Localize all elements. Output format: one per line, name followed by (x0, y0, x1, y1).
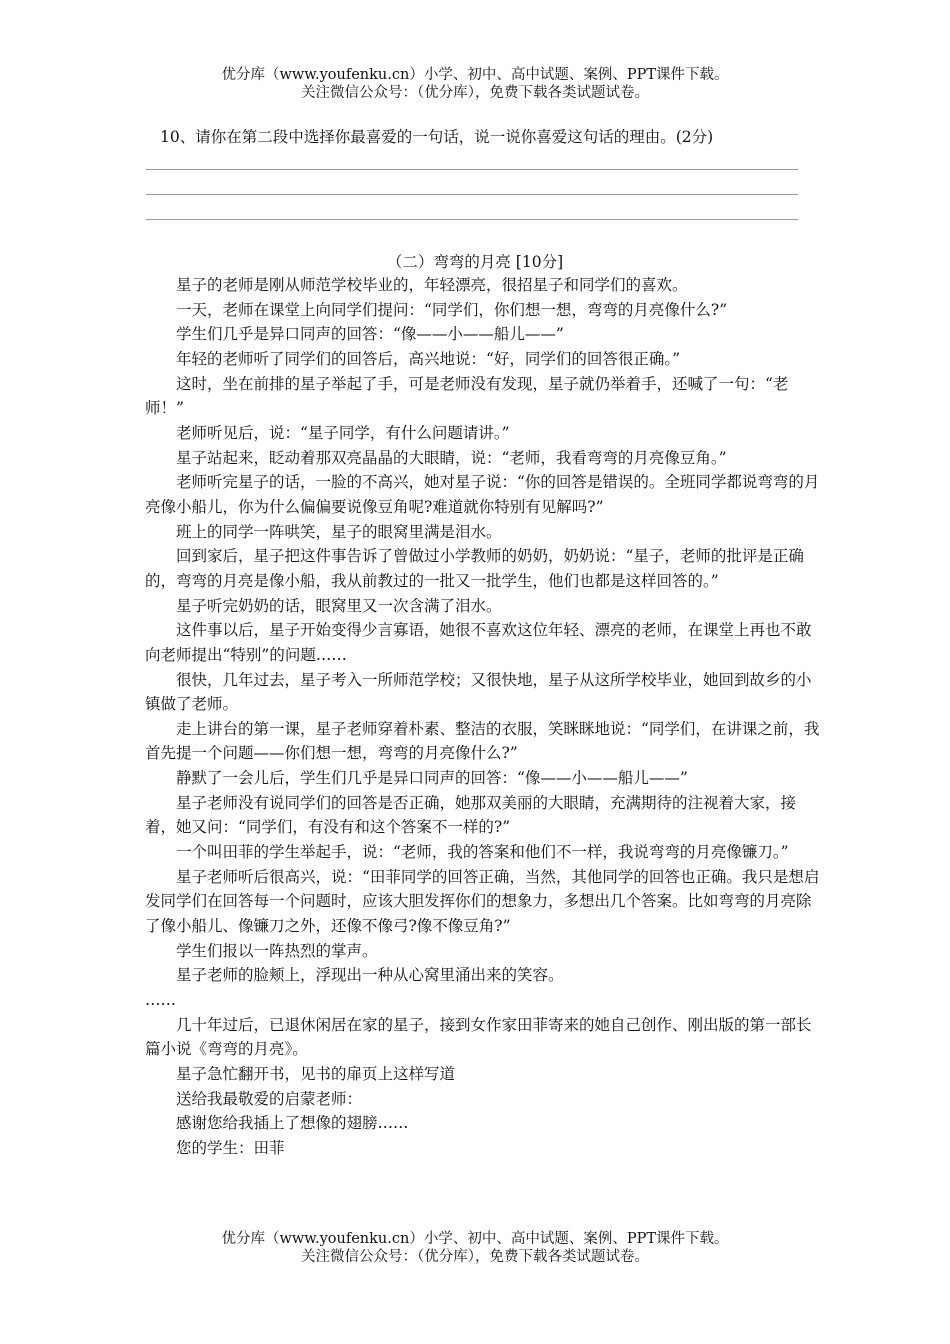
story-paragraph: 静默了一会儿后，学生们几乎是异口同声的回答：“像——小——船儿——” (176, 769, 688, 788)
page-header (0, 66, 950, 102)
story-paragraph: 年轻的老师听了同学们的回答后，高兴地说：“好，同学们的回答很正确。” (176, 349, 681, 368)
question-10: 10、请你在第二段中选择你最喜爱的一句话，说一说你喜爱这句话的理由。(2分) (160, 128, 714, 146)
story-paragraph: 这时，坐在前排的星子举起了手，可是老师没有发现，星子就仍举着手，还喊了一句：“老师！” (145, 374, 789, 418)
story-paragraph: 走上讲台的第一课，星子老师穿着朴素、整洁的衣服，笑眯眯地说：“同学们，在讲课之前，我首先提一个问题——你们想一想，弯弯的月亮像什么?” (145, 719, 820, 763)
story-paragraph: 学生们几乎是异口同声的回答：“像——小——船儿——” (176, 325, 564, 344)
story-paragraph: 星子急忙翻开书，见书的扉页上这样写道 (176, 1065, 456, 1083)
story-paragraph: 星子站起来，眨动着那双亮晶晶的大眼睛，说：“老师，我看弯弯的月亮像豆角。” (176, 448, 727, 467)
story-paragraph: 这件事以后，星子开始变得少言寡语，她很不喜欢这位年轻、漂亮的老师，在课堂上再也不敢向老师提出“特别”的问题…… (145, 621, 812, 664)
story-paragraph: 感谢您给我插上了想像的翅膀…… (176, 1114, 409, 1133)
answer-line[interactable] (146, 194, 798, 195)
story-paragraph: 几十年过后，已退休闲居在家的星子，接到女作家田菲寄来的她自己创作、刚出版的第一部长篇小说《弯弯的月亮》。 (145, 1015, 812, 1059)
header-line-2: 关注微信公众号：（优分库），免费下载各类试题试卷。 (301, 85, 649, 101)
story-paragraph: 老师听见后，说：“星子同学，有什么问题请讲。” (176, 423, 510, 442)
answer-line[interactable] (146, 219, 798, 220)
story-paragraph: 学生们报以一阵热烈的掌声。 (176, 941, 378, 960)
story-paragraph: 您的学生：田菲 (176, 1138, 285, 1157)
footer-line-2: 关注微信公众号：（优分库），免费下载各类试题试卷。 (301, 1249, 649, 1265)
story-text (145, 273, 821, 1161)
header-line-1: 优分库（www.youfenku.cn）小学、初中、高中试题、案例、PPT课件下载。 (221, 67, 729, 83)
story-paragraph: 星子老师听后很高兴，说：“田菲同学的回答正确，当然，其他同学的回答也正确。我只是想启发同学们在回答每一个问题时，应该大胆发挥你们的想象力，多想出几个答案。比如弯弯的月亮除了像小船儿、像镰刀之外，还像不像弓?像不像豆角?” (145, 867, 820, 936)
story-paragraph: 星子老师没有说同学们的回答是否正确，她那双美丽的大眼睛，充满期待的注视着大家，接着，她又问：“同学们，有没有和这个答案不一样的?” (145, 793, 797, 837)
page-footer (0, 1230, 950, 1266)
story-paragraph: 星子的老师是刚从师范学校毕业的，年轻漂亮，很招星子和同学们的喜欢。 (176, 276, 688, 294)
story-paragraph: 星子老师的脸颊上，浮现出一种从心窝里涌出来的笑容。 (176, 966, 564, 985)
story-ellipsis: …… (145, 991, 176, 1010)
section-title: （二）弯弯的月亮 [10分] (386, 253, 564, 271)
story-paragraph: 班上的同学一阵哄笑，星子的眼窝里满是泪水。 (176, 522, 502, 541)
footer-line-1: 优分库（www.youfenku.cn）小学、初中、高中试题、案例、PPT课件下载。 (221, 1231, 729, 1247)
story-paragraph: 很快，几年过去，星子考入一所师范学校；又很快地，星子从这所学校毕业，她回到故乡的小镇做了老师。 (145, 670, 812, 714)
story-paragraph: 回到家后，星子把这件事告诉了曾做过小学教师的奶奶，奶奶说：“星子，老师的批评是正确的，弯弯的月亮是像小船，我从前教过的一批又一批学生，他们也都是这样回答的。” (145, 547, 804, 590)
story-paragraph: 送给我最敬爱的启蒙老师： (176, 1089, 363, 1108)
story-paragraph: 老师听完星子的话，一脸的不高兴，她对星子说：“你的回答是错误的。全班同学都说弯弯的月亮像小船儿，你为什么偏偏要说像豆角呢?难道就你特别有见解吗?” (145, 473, 820, 516)
story-paragraph: 一个叫田菲的学生举起手，说：“老师，我的答案和他们不一样，我说弯弯的月亮像镰刀。” (176, 843, 789, 862)
story-paragraph: 一天，老师在课堂上向同学们提问：“同学们，你们想一想，弯弯的月亮像什么?” (176, 300, 728, 319)
story-paragraph: 星子听完奶奶的话，眼窝里又一次含满了泪水。 (176, 596, 502, 615)
answer-line[interactable] (146, 169, 798, 170)
